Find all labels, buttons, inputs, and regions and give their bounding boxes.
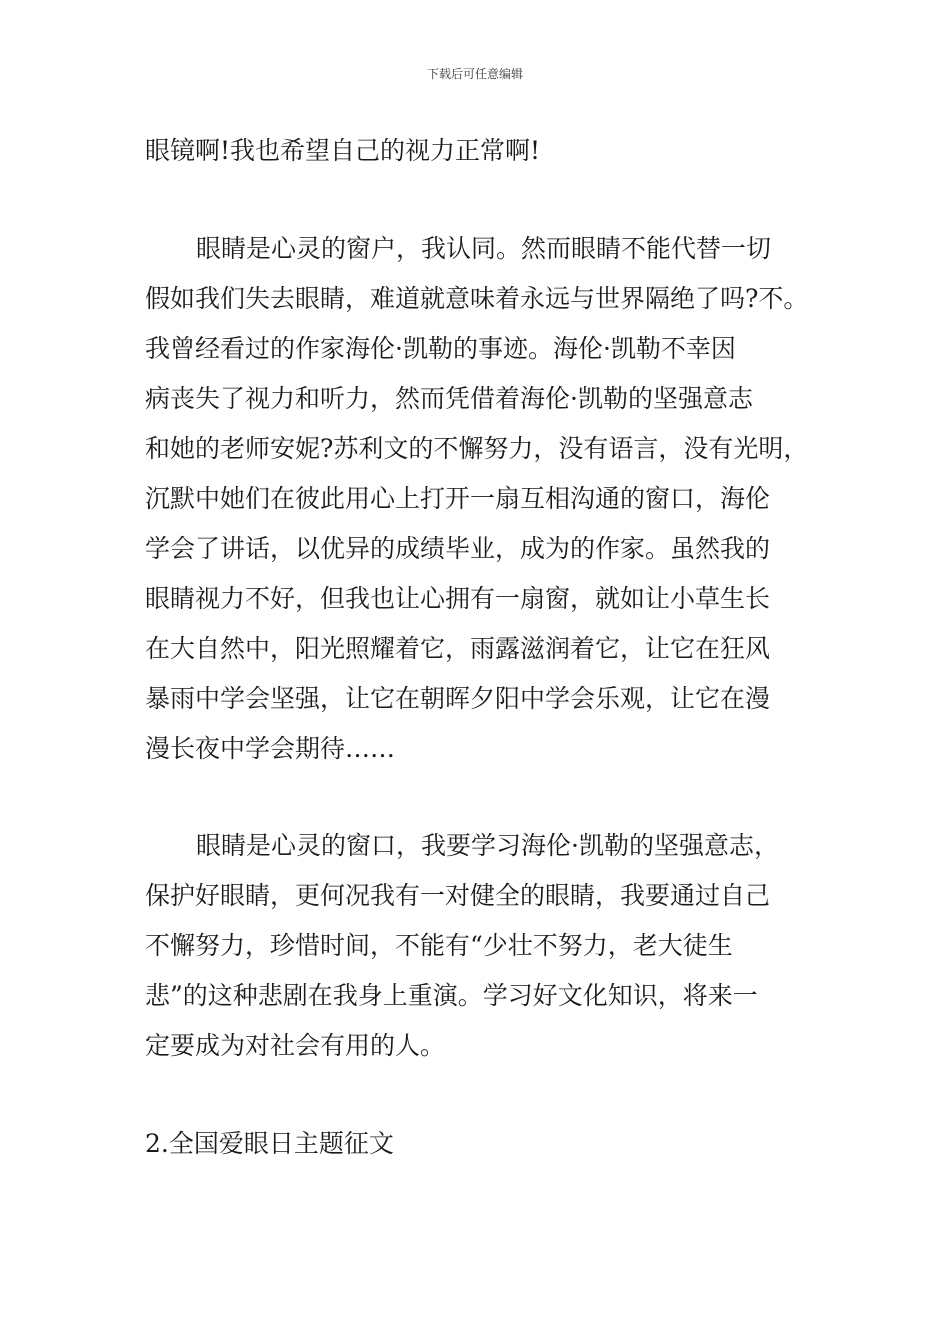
text-line: 学会了讲话，以优异的成绩毕业，成为的作家。虽然我的 (145, 534, 771, 563)
section-heading: 2.全国爱眼日主题征文 (145, 1129, 394, 1158)
text-line: 和她的老师安妮?苏利文的不懈努力，没有语言，没有光明， (145, 434, 809, 463)
text-line: 眼睛视力不好，但我也让心拥有一扇窗，就如让小草生长 (145, 584, 771, 613)
text-line: 定要成为对社会有用的人。 (145, 1031, 446, 1060)
text-line: 沉默中她们在彼此用心上打开一扇互相沟通的窗口，海伦 (145, 484, 771, 513)
text-line: 眼睛是心灵的窗户，我认同。然而眼睛不能代替一切 (196, 234, 772, 263)
text-line: 假如我们失去眼睛，难道就意味着永远与世界隔绝了吗?不。 (145, 284, 809, 313)
text-line: 眼镜啊!我也希望自己的视力正常啊! (145, 136, 541, 165)
text-line: 悲”的这种悲剧在我身上重演。学习好文化知识，将来一 (145, 981, 758, 1010)
text-line: 不懈努力，珍惜时间，不能有“少壮不努力，老大徒生 (145, 931, 733, 960)
text-line: 暴雨中学会坚强，让它在朝晖夕阳中学会乐观，让它在漫 (145, 684, 771, 713)
text-line: 在大自然中，阳光照耀着它，雨露滋润着它，让它在狂风 (145, 634, 771, 663)
text-line: 漫长夜中学会期待…… (145, 734, 396, 763)
text-line: 保护好眼睛，更何况我有一对健全的眼睛，我要通过自己 (145, 881, 771, 910)
page-header-note: 下载后可任意编辑 (426, 67, 523, 81)
text-line: 病丧失了视力和听力，然而凭借着海伦·凯勒的坚强意志 (145, 384, 753, 413)
text-line: 我曾经看过的作家海伦·凯勒的事迹。海伦·凯勒不幸因 (145, 334, 736, 363)
text-line: 眼睛是心灵的窗口，我要学习海伦·凯勒的坚强意志， (196, 831, 779, 860)
